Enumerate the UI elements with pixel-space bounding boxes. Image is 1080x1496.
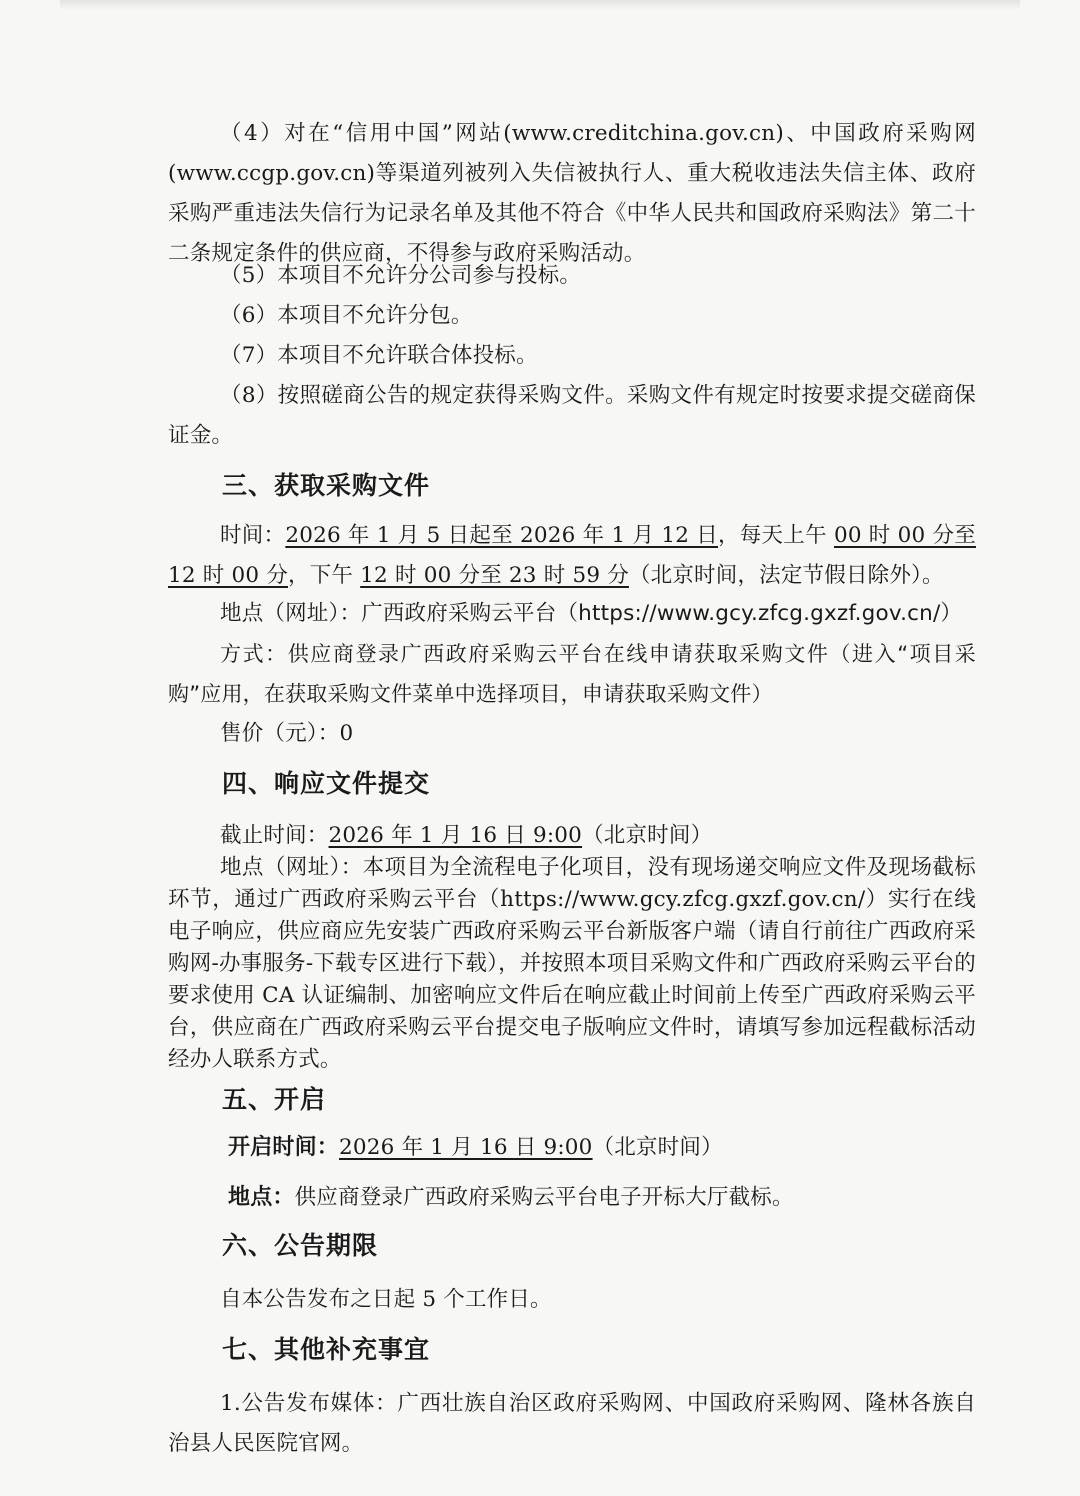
time-sep-2: ，下午	[288, 563, 361, 588]
section-3-heading: 三、获取采购文件	[222, 471, 431, 500]
time-label: 时间：	[220, 523, 286, 548]
item-5: （5）本项目不允许分公司参与投标。	[220, 263, 582, 288]
time-am: 00 时 00 分至 12 时 00 分	[168, 523, 976, 588]
section-5-heading: 五、开启	[222, 1085, 327, 1114]
deadline-label: 截止时间：	[220, 823, 329, 848]
section-4-deadline	[168, 816, 976, 856]
section-6-text: 自本公告发布之日起 5 个工作日。	[220, 1287, 552, 1312]
time-sep: ，每天上午	[718, 523, 834, 548]
section-3-time	[168, 516, 976, 596]
section-7-text: 1.公告发布媒体：广西壮族自治区政府采购网、中国政府采购网、隆林各族自治县人民医院官网。	[168, 1391, 976, 1456]
section-4-heading: 四、响应文件提交	[222, 769, 431, 798]
open-note: （北京时间）	[592, 1135, 723, 1160]
time-pm: 12 时 00 分至 23 时 59 分	[360, 563, 629, 588]
section-5-open-time	[228, 1128, 976, 1168]
section-7-heading: 七、其他补充事宜	[222, 1335, 431, 1364]
time-value: 2026 年 1 月 5 日起至 2026 年 1 月 12 日	[285, 523, 718, 548]
open-label: 开启时间：	[228, 1135, 340, 1160]
item-4: （4）对在“信用中国”网站(www.creditchina.gov.cn)、中国政府采购网(www.ccgp.gov.cn)等渠道列被列入失信被执行人、重大税收违法失信主体、政府采购严重违法失信行为记录名单及其他不符合《中华人民共和国政府采购法》第二十二条规定条件的供应商，不得参与政府采购活动。	[168, 121, 976, 266]
scan-edge	[60, 0, 1020, 10]
item-8: （8）按照磋商公告的规定获得采购文件。采购文件有规定时按要求提交磋商保证金。	[168, 383, 976, 448]
deadline-note: （北京时间）	[582, 823, 713, 848]
section-6-heading: 六、公告期限	[222, 1231, 379, 1260]
open-value: 2026 年 1 月 16 日 9:00	[339, 1135, 593, 1160]
section-4-place: 地点（网址）：本项目为全流程电子化项目，没有现场递交响应文件及现场截标环节，通过广西政府采购云平台（https://www.gcy.zfcg.gxzf.gov.cn/）实行在线电子响应，供应商应先安装广西政府采购云平台新版客户端（请自行前往广西政府采购网-办事服务-下载专区进行下载），并按照本项目采购文件和广西政府采购云平台的要求使用 CA 认证编制、加密响应文件后在响应截止时间前上传至广西政府采购云平台，供应商在广西政府采购云平台提交电子版响应文件时，请填写参加远程截标活动经办人联系方式。	[168, 855, 976, 1072]
item-6: （6）本项目不允许分包。	[220, 303, 473, 328]
item-7: （7）本项目不允许联合体投标。	[220, 343, 538, 368]
section-5-place	[228, 1178, 976, 1218]
place-value: 广西政府采购云平台（https://www.gcy.zfcg.gxzf.gov.cn/）	[361, 601, 963, 626]
time-note: （北京时间，法定节假日除外）。	[628, 563, 944, 588]
open-place-value: 供应商登录广西政府采购云平台电子开标大厅截标。	[294, 1185, 794, 1210]
deadline-value: 2026 年 1 月 16 日 9:00	[328, 823, 583, 848]
section-3-method: 方式：供应商登录广西政府采购云平台在线申请获取采购文件（进入“项目采购”应用，在获取采购文件菜单中选择项目，申请获取采购文件）	[168, 642, 976, 706]
section-3-price: 售价（元）：0	[220, 721, 354, 746]
open-place-label: 地点：	[228, 1185, 295, 1210]
place-label: 地点（网址）：	[220, 601, 362, 626]
section-3-place	[168, 594, 976, 634]
